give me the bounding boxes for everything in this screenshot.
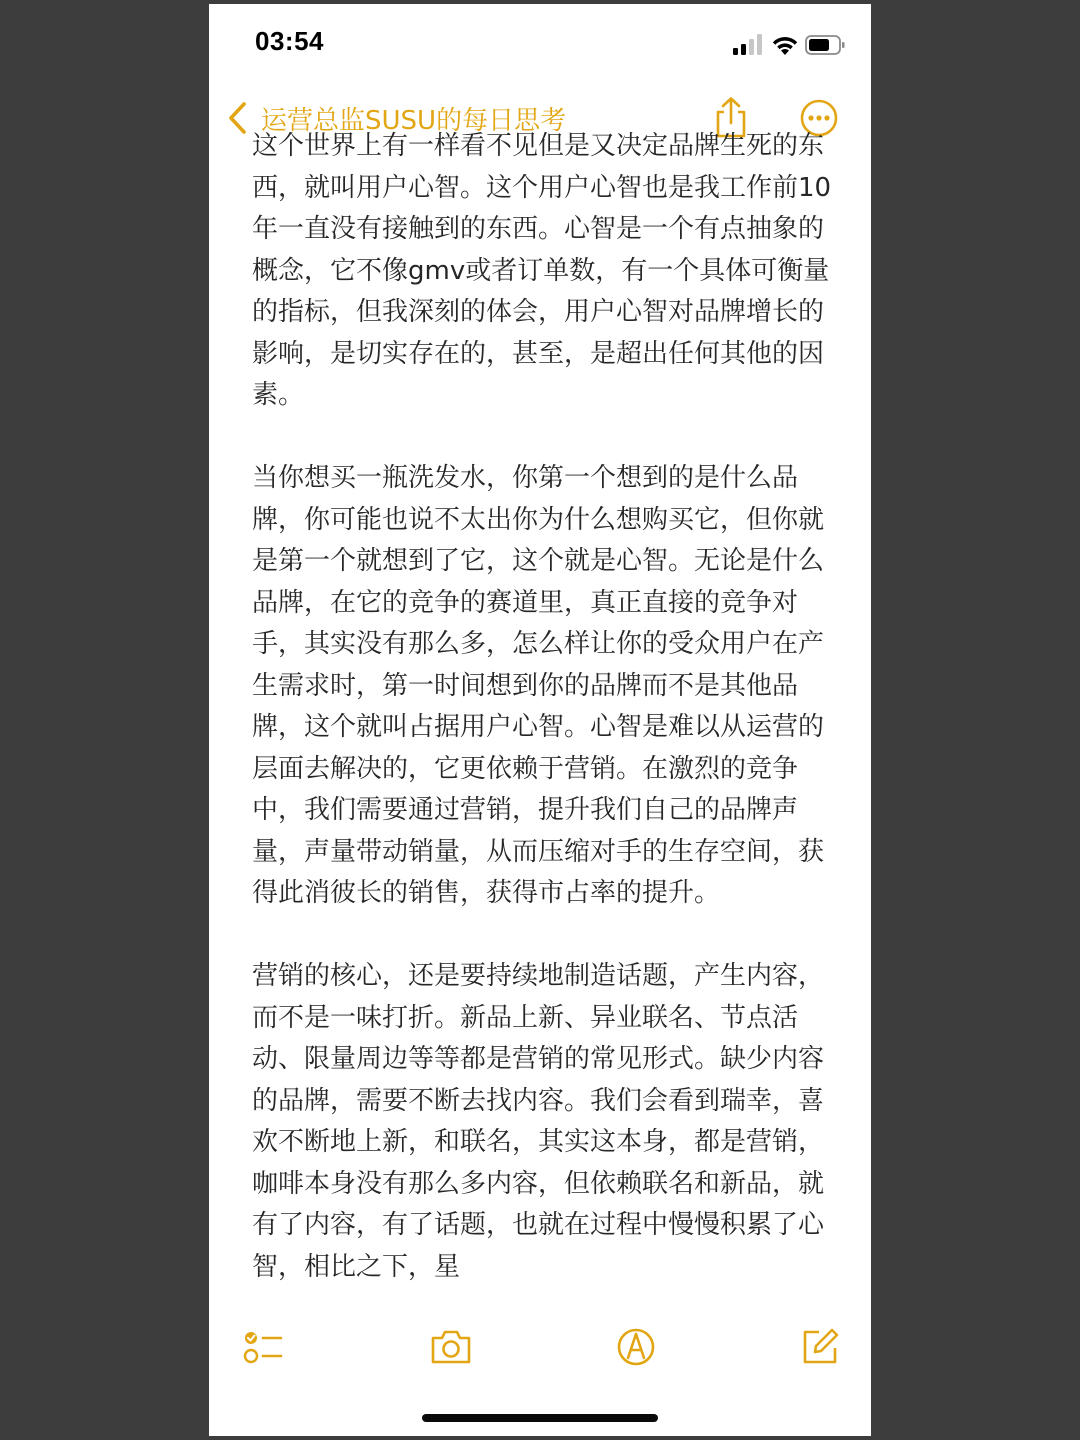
compose-icon[interactable] bbox=[799, 1326, 841, 1368]
note-body[interactable] bbox=[209, 131, 871, 1300]
home-indicator[interactable] bbox=[422, 1414, 658, 1422]
battery-icon bbox=[805, 34, 845, 56]
bottom-toolbar bbox=[209, 1304, 871, 1394]
chevron-left-icon bbox=[227, 101, 249, 135]
checklist-icon[interactable] bbox=[243, 1326, 285, 1368]
status-bar bbox=[209, 4, 871, 88]
status-icons bbox=[733, 34, 845, 58]
status-time: 03:54 bbox=[255, 26, 324, 56]
camera-icon[interactable] bbox=[429, 1326, 473, 1368]
note-paragraph: 营销的核心，还是要持续地制造话题，产生内容，而不是一味打折。新品上新、异业联名、节点活动、限量周边等等都是营销的常见形式。缺少内容的品牌，需要不断去找内容。我们会看到瑞幸，喜欢不断地上新，和联名，其实这本身，都是营销，咖啡本身没有那么多内容，但依赖联名和新品，就有了内容，有了话题，也就在过程中慢慢积累了心智，相比之下，星 bbox=[252, 961, 825, 1282]
phone-screen bbox=[209, 4, 871, 1436]
wifi-icon bbox=[771, 34, 799, 56]
cellular-signal-icon bbox=[733, 34, 765, 56]
back-button-label: 运营总监SUSU的每日思考 bbox=[261, 105, 567, 136]
markup-icon[interactable] bbox=[615, 1326, 657, 1368]
note-paragraph: 当你想买一瓶洗发水，你第一个想到的是什么品牌，你可能也说不太出你为什么想购买它，但你就是第一个就想到了它，这个就是心智。无论是什么品牌，在它的竞争的赛道里，真正直接的竞争对手，其实没有那么多，怎么样让你的受众用户在产生需求时，第一时间想到你的品牌而不是其他品牌，这个就叫占据用户心智。心智是难以从运营的层面去解决的，它更依赖于营销。在激烈的竞争中，我们需要通过营销，提升我们自己的品牌声量，声量带动销量，从而压缩对手的生存空间，获得此消彼长的销售，获得市占率的提升。 bbox=[252, 463, 825, 908]
note-paragraph: 这个世界上有一样看不见但是又决定品牌生死的东西，就叫用户心智。这个用户心智也是我工作前10年一直没有接触到的东西。心智是一个有点抽象的概念，它不像gmv或者订单数，有一个具体可衡量的指标，但我深刻的体会，用户心智对品牌增长的影响，是切实存在的，甚至，是超出任何其他的因素。 bbox=[252, 131, 832, 410]
note-text bbox=[252, 126, 837, 1330]
